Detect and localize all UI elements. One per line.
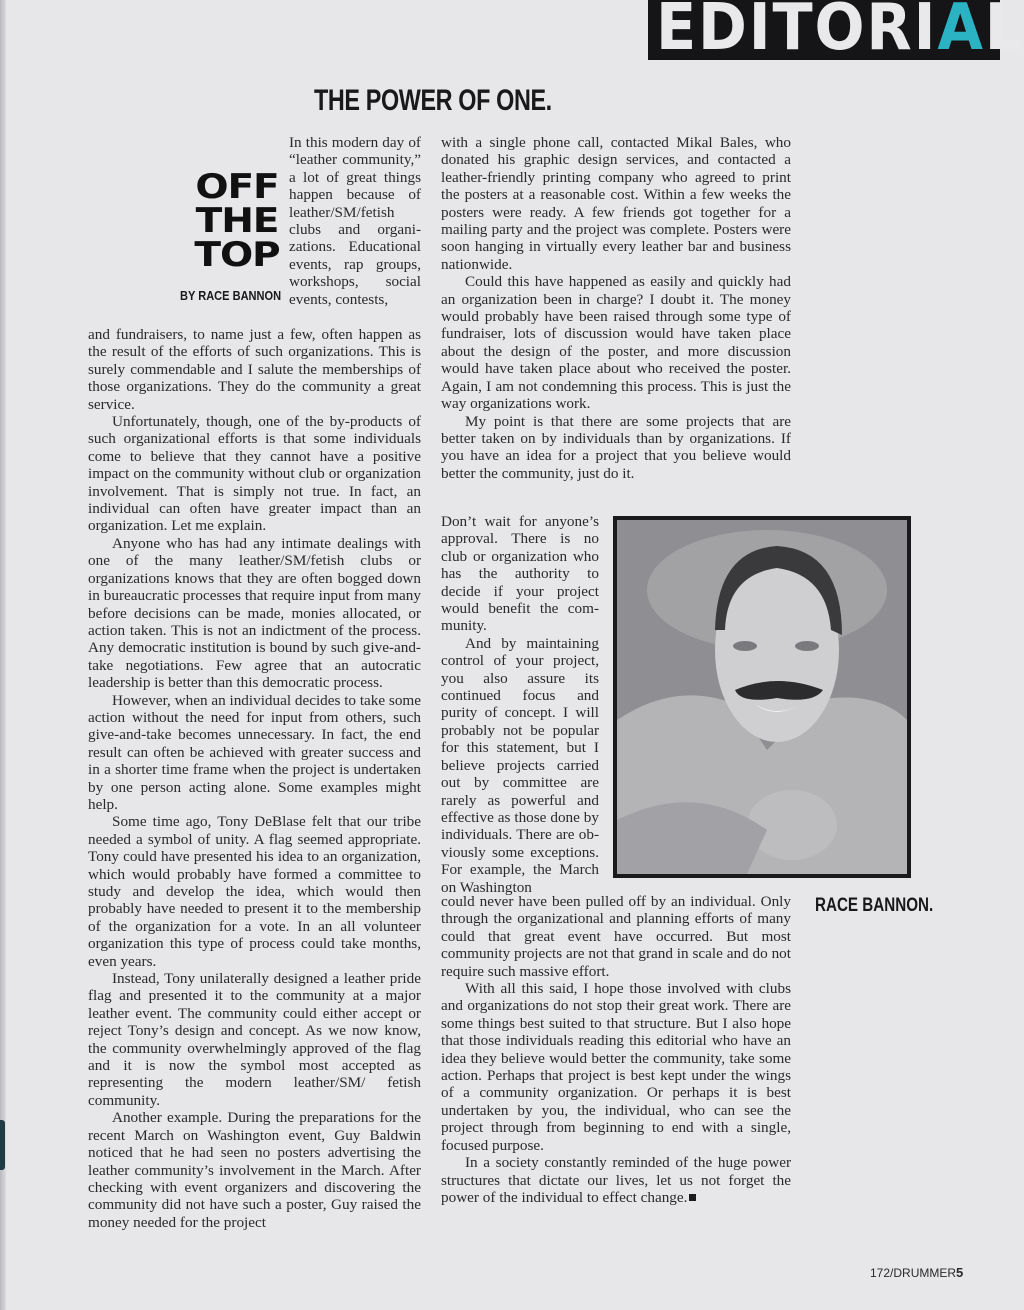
closing-paragraph <box>441 1154 791 1206</box>
left-column <box>88 326 421 1231</box>
paragraph: Some time ago, Tony DeBlase felt that our tribe needed a symbol of unity. A flag seemed appropriate. Tony could have presented his idea to an organization, which would probably have formed a committee to study and develop the idea, which would then probably have needed to present it to the membership of the organization for a vote. In an all volunteer organization this type of process could take months, even years. <box>88 813 421 970</box>
paragraph: could never have been pulled off by an individual. Only through the organizational and planning efforts of many could that great event have occurred. But most community projects are not that grand in scale and do not require such massive effort. <box>441 893 791 980</box>
masthead-accent-letter: A <box>937 0 985 65</box>
paragraph: With all this said, I hope those involved with clubs and organizations do not stop their great work. There are some things best suited to that structure. But I also hope that those individuals reading this editorial who have an idea they believe would better the community, take some action. Perhaps that project is best kept under the wings of a community organization. Or perhaps it is best undertaken by you, the individual, who can see the project through from beginning to end with a single, focused purpose. <box>441 980 791 1154</box>
right-column-narrow <box>441 513 599 896</box>
page-folio <box>870 1265 963 1280</box>
article-title-text: THE POWER OF ONE. <box>314 84 552 117</box>
paragraph: with a single phone call, contacted Mikal Bales, who donated his graphic design services, and contacted a leather-friendly printing company who agreed to print the posters at a reasonable cost. Within a few weeks the posters were ready. A few friends got together for a mailing party and the project was complete. Posters were soon hanging in virtually every leather bar and business nationwide. <box>441 134 791 273</box>
section-masthead <box>648 0 1024 65</box>
paragraph: Anyone who has had any intimate dealings with one of the many leather/SM/fetish clubs or organizations knows that they are often bogged down in bureaucratic processes that require input from many before decisions can be made, monies allocated, or action taken. This is not an indictment of the process. Any democratic institution is bound by such give-and-take negotiations. Few agree that an autocratic leadership is better than this democratic process. <box>88 534 421 692</box>
right-column-bottom <box>441 893 791 1206</box>
paragraph: Unfortunately, though, one of the by-products of such organizational efforts is that some individuals come to believe that they cannot have a positive impact on the community without club or organization involvement. That is simply not true. In fact, an individual can often have greater impact than an organization. Let me explain. <box>88 413 421 535</box>
column-kicker <box>192 167 282 275</box>
masthead-text-end: L <box>984 0 1024 65</box>
paragraph: And by maintaining control of your project, you also assure its continued focus and purity of concept. I will probably not be popular for this statement, but I believe projects carried out by committee are rarely as powerful and effective as those done by individuals. There are obviously some exceptions. For example, the March on Washington <box>441 634 599 896</box>
end-of-article-square-icon <box>689 1194 696 1201</box>
right-column-top <box>441 134 791 482</box>
hand-shape <box>747 790 837 860</box>
issue-label: 172/DRUMMER <box>870 1266 957 1280</box>
kicker-line: TOP <box>194 235 280 275</box>
right-eye <box>795 641 819 651</box>
paragraph: and fundraisers, to name just a few, often happen as the result of the efforts of such organizations. This is surely commendable and I salute the memberships of those organizations. They do the community a great service. <box>88 326 421 413</box>
page-spine <box>0 0 6 1310</box>
paragraph: Another example. During the preparations for the recent March on Washington event, Guy Baldwin noticed that he had seen no posters advertising the leather community’s involvement in the March. After checking with event organizers and discovering the community did not have such a poster, Guy raised the money needed for the project <box>88 1109 421 1231</box>
byline: BY RACE BANNON <box>180 288 282 303</box>
page-number: 5 <box>956 1265 964 1280</box>
portrait-illustration <box>617 520 907 874</box>
author-photo <box>613 516 911 878</box>
masthead-word <box>656 0 1024 64</box>
paragraph: My point is that there are some projects that are better taken on by individuals than by organizations. If you have an idea for a project that you believe would better the community, just do it. <box>441 412 791 482</box>
kicker-line: THE <box>195 201 279 241</box>
kicker-line: OFF <box>195 167 279 207</box>
photo-caption: RACE BANNON. <box>815 895 934 916</box>
intro-paragraph: In this modern day of “leather community,” a lot of great things happen because of leather/SM/fetish clubs and organizations. Educational events, rap groups, workshops, social events, contests, <box>289 134 421 308</box>
intro-column <box>289 134 421 308</box>
left-eye <box>733 641 757 651</box>
paragraph: However, when an individual decides to take some action without the need for input from others, such give-and-take becomes unnecessary. In fact, the end result can often be achieved with greater success and in a shorter time frame when the project is undertaken by one person acting alone. Some examples might help. <box>88 691 421 813</box>
spine-tab <box>0 1120 5 1170</box>
article-title <box>314 84 552 118</box>
masthead-text: EDITORI <box>656 0 938 65</box>
paragraph: Instead, Tony unilaterally designed a leather pride flag and presented it to the community at a major leather event. The community could either accept or reject Tony’s design and concept. As we now know, the community overwhelmingly approved of the flag and it is now the symbol most accepted as representing the modern leather/SM/ fetish community. <box>88 970 421 1109</box>
paragraph: Could this have happened as easily and quickly had an organization been in charge? I doubt it. The money would probably have been raised through some type of fundraiser, lots of discussion would have taken place about the design of the poster, and more discussion would have taken place about who received the poster. Again, I am not condemning this process. This is just the way organizations work. <box>441 273 791 413</box>
closing-text: In a society constantly reminded of the huge power structures that dictate our lives, let us not forget the power of the individual to effect change. <box>441 1154 791 1206</box>
paragraph: Don’t wait for anyone’s approval. There is no club or organization who has the authority to decide if your project would benefit the community. <box>441 513 599 635</box>
